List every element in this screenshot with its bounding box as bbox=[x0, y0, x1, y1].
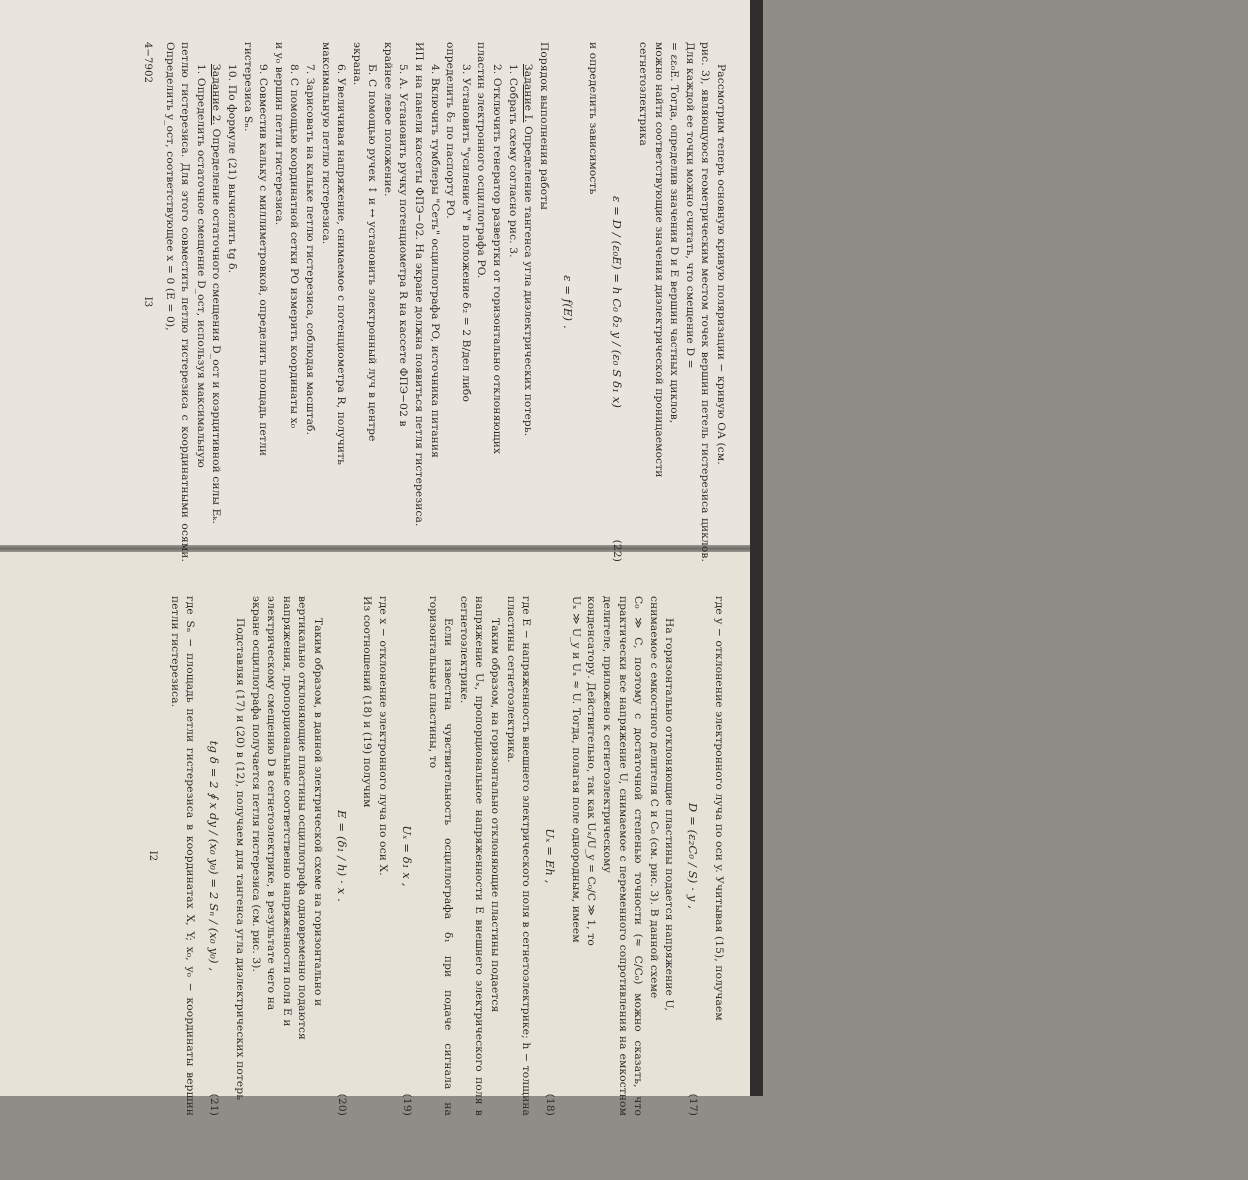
equation-22: ε = D / (ε₀E) = h C₀ δ₂ y / (ε₀ S δ₁ x) (22) bbox=[602, 42, 632, 562]
print-code: 4−7902 bbox=[142, 42, 153, 84]
equation-number: (18) bbox=[544, 1093, 557, 1116]
page-13 bbox=[142, 42, 1248, 633]
p12-top: где y − отклонение электронного луча по оси y. Учитывая (15), получаем bbox=[713, 596, 725, 1021]
equation-number: (17) bbox=[687, 1093, 700, 1116]
section-title: Порядок выполнения работы bbox=[537, 42, 550, 210]
p13-para1: Рассмотрим теперь основную кривую поляризации − кривую OA (см. рис. 3), являющуюся геометрическим местом точек вершин петель гистерезиса циклов. Для каждой ее точки можно считать, что смещение D = = εε₀E. Тогда, определив значения D и E вершин частных циклов, можно найти соответствующие значения диэлектрической проницаемости сегнетоэлектрика bbox=[637, 42, 727, 562]
equation-number: (22) bbox=[611, 539, 624, 562]
p12-para3: где x − отклонение электронного луча по оси X. Из соотношений (18) и (19) получим bbox=[361, 596, 390, 876]
p12-para2: где E − напряженность внешнего электрического поля в сегнетоэлектрике; h − толщина пластины сегнетоэлектрика. Таким образом, на горизонтально отклоняющие пластины подается напряжение Uₓ, пропорциональное напряженности E внешнего электрического поля в сегнетоэлектрике. Если известна чувствительность осциллографа δ₁ при подаче сигнала на горизонтальные пластины, то bbox=[426, 596, 533, 1116]
equation-19: Uₓ = δ₁ x , (19) bbox=[392, 596, 422, 1116]
task-1-heading: Задание I. Определение тангенса угла диэлектрических потерь. bbox=[522, 64, 535, 437]
equation-23: ε = f(E) . bbox=[560, 275, 575, 329]
equation-20: E = (δ₁ / h) · x . (20) bbox=[327, 596, 357, 1116]
equation-number: (20) bbox=[335, 1093, 348, 1116]
equation-18: Uₓ = Eh , (18) bbox=[535, 596, 565, 1116]
task-2-steps: 1. Определить остаточное смещение D_ост, используя максимальную петлю гистерезиса. Для этого совместить петлю гистерезиса с координатными осями. Определить y_ост, соответствующее x = 0 (E = 0), bbox=[163, 42, 207, 562]
page-footer bbox=[142, 596, 160, 1116]
p12-para1: На горизонтально отклоняющие пластины подается напряжение U, снимаемое с емкостного делителя C и C₀ (см. рис. 3). В данной схеме C₀ ≫ C, поэтому с достаточной степенью точности (≈ C/C₀) можно сказать, что практически все напряжение U, снимаемое с переменного сопротивления на емкостном делителе, приложено к сегнетоэлектрическому конденсатору. Действительно, так как Uₓ/U_y = C₀/C ≫ 1, то Uₓ ≫ U_y и Uₓ ≈ U. Тогда, полагая поле однородным, имеем bbox=[569, 596, 676, 1116]
page-number: I2 bbox=[147, 850, 159, 862]
equation-number: (19) bbox=[401, 1093, 414, 1116]
page-footer bbox=[137, 42, 155, 562]
equation-21: tg δ = 2 ∮ x dy / (x₀ y₀) = 2 Sₙ / (x₀ y₀) , (21) bbox=[199, 596, 229, 1116]
equation-number: (21) bbox=[208, 1093, 221, 1116]
task-1-steps: 1. Собрать схему согласно рис. 3. 2. Отключить генератор развертки от горизонтально отклоняющих пластин электронного осциллографа PO. 3. Установить "усиление Y" в положение δ₂ = 2 В/дел либо определить δ₂ по паспорту PO. 4. Включить тумблеры "Сеть" осциллографа PO, источника питания ИП и на панели кассеты ФПЭ−02. На экране должна появиться петля гистерезиса. 5. А. Установить ручку потенциометра R на кассете ФПЭ−02 в крайнее левое положение. Б. С помощью ручек ↕ и ↔ установить электронный луч в центре экрана. 6. Увеличивая напряжение, снимаемое с потенциометра R, получить максимальную петлю гистерезиса. 7. Зарисовать на кальке петлю гистерезиса, соблюдая масштаб. 8. С помощью координатной сетки PO измерить координаты x₀ и y₀ вершин петли гистерезиса. 9. Совместив кальку с миллиметровкой, определить площадь петли гистерезиса Sₙ. 10. По формуле (21) вычислить tg δ. bbox=[225, 42, 519, 527]
equation-17: D = (ε₂C₀ / S) · y , (17) bbox=[678, 596, 708, 1116]
p12-para4: Таким образом, в данной электрической схеме на горизонтально и вертикально отклоняющие пластины осциллографа одновременно подаются напряжения, пропорциональные соответственно напряженности поля E и электрическому смещению D в сегнетоэлектрике, в результате чего на экране осциллографа получается петля гистерезиса (см. рис. 3). Подставляя (17) и (20) в (12), получаем для тангенса угла диэлектрических потерь bbox=[233, 596, 324, 1101]
page-12 bbox=[147, 596, 1246, 1180]
p12-para5: где Sₙ − площадь петли гистерезиса в координатах X, Y; x₀, y₀ − координаты вершин петли гистерезиса. bbox=[168, 596, 197, 1116]
task-2-heading: Задание 2. Определение остаточного смещения D_ост и коэрцитивной силы Eₖ. bbox=[210, 64, 223, 525]
page-number: I3 bbox=[142, 296, 153, 308]
p13-para2: и определить зависимость bbox=[587, 42, 600, 195]
